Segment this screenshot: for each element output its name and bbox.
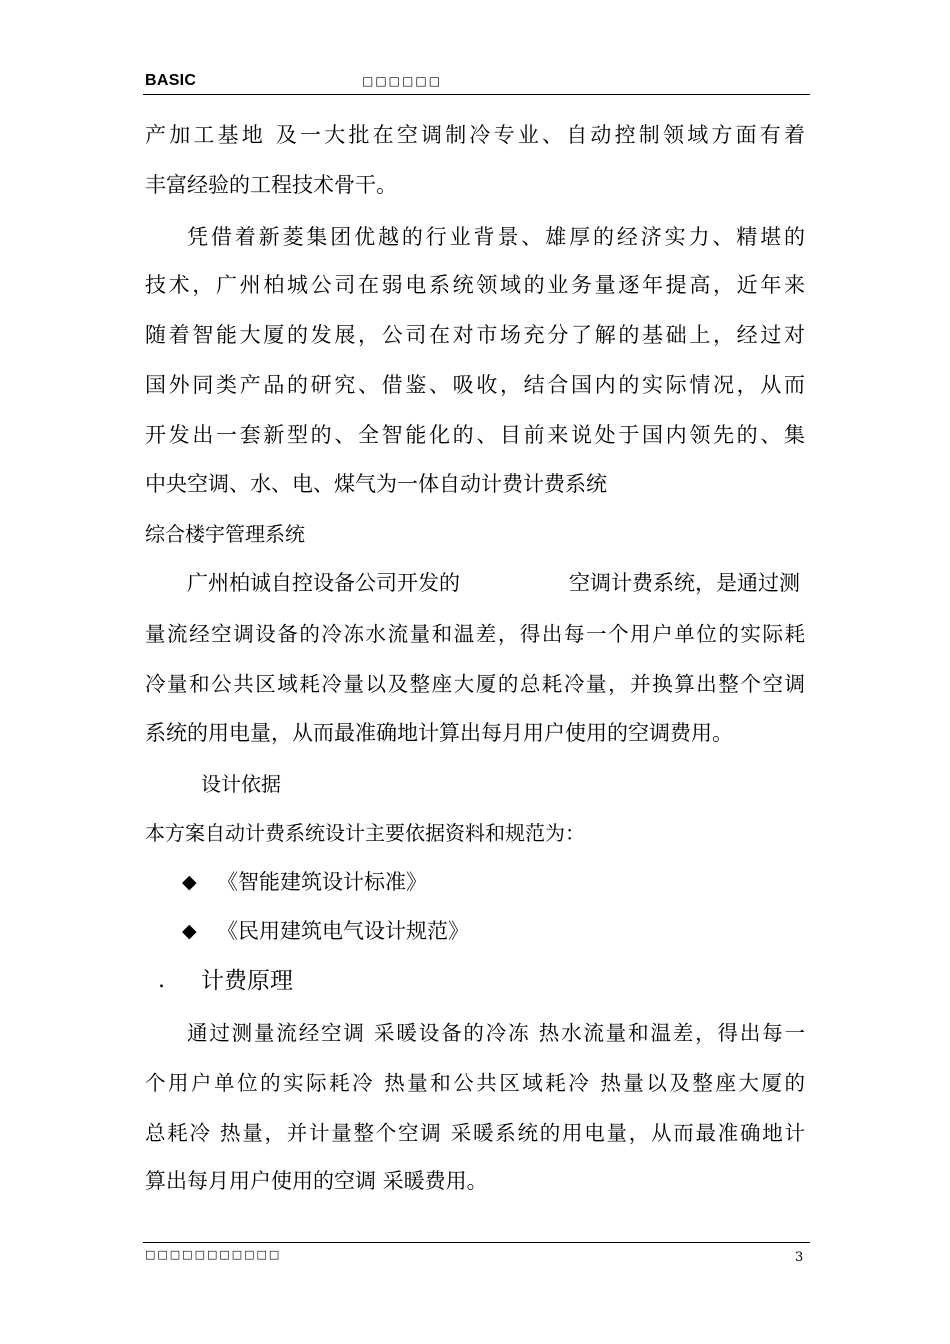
body-line: 量流经空调设备的冷冻水流量和温差，得出每一个用户单位的实际耗 (145, 622, 805, 646)
body-line: 本方案自动计费系统设计主要依据资料和规范为： (145, 821, 585, 845)
body-line: 随着智能大厦的发展，公司在对市场充分了解的基础上，经过对 (145, 323, 805, 347)
body-line: 总耗冷 热量，并计量整个空调 采暖系统的用电量，从而最准确地计 (145, 1121, 805, 1145)
subheading: 设计依据 (201, 772, 281, 796)
body-line: 个用户单位的实际耗冷 热量和公共区域耗冷 热量以及整座大厦的 (145, 1071, 805, 1095)
body-line: 冷量和公共区域耗冷量以及整座大厦的总耗冷量，并换算出整个空调 (145, 672, 805, 696)
body-line: 综合楼宇管理系统 (145, 522, 305, 546)
bullet-diamond-icon: ◆ (182, 871, 197, 893)
footer-rule (143, 1242, 810, 1243)
body-line: 中央空调、水、电、煤气为一体自动计费计费系统 (145, 472, 607, 496)
body-line: 空调计费系统，是通过测 (569, 571, 800, 595)
body-line: 国外同类产品的研究、借鉴、吸收，结合国内的实际情况，从而 (145, 373, 805, 397)
body-line: 丰富经验的工程技术骨干。 (145, 173, 397, 197)
body-line: 系统的用电量，从而最准确地计算出每月用户使用的空调费用。 (145, 721, 733, 745)
bullet-diamond-icon: ◆ (182, 920, 197, 942)
header-subtitle: □□□□□□ (362, 74, 443, 88)
section-title: 计费原理 (201, 968, 293, 994)
bullet-item: 《民用建筑电气设计规范》 (217, 919, 469, 943)
bullet-item: 《智能建筑设计标准》 (217, 870, 427, 894)
body-line: 凭借着新菱集团优越的行业背景、雄厚的经济实力、精堪的 (187, 225, 805, 249)
page-number: 3 (795, 1250, 804, 1265)
body-line: 通过测量流经空调 采暖设备的冷冻 热水流量和温差，得出每一 (187, 1021, 805, 1045)
footer-text: □□□□□□□□□□□ (145, 1248, 282, 1261)
body-line: 广州柏诚自控设备公司开发的 (187, 571, 460, 595)
body-line: 技术，广州柏城公司在弱电系统领域的业务量逐年提高，近年来 (145, 273, 805, 297)
body-line: 算出每月用户使用的空调 采暖费用。 (145, 1169, 488, 1193)
header-title: BASIC (145, 72, 197, 89)
body-line: 开发出一套新型的、全智能化的、目前来说处于国内领先的、集 (145, 423, 805, 447)
header-rule (143, 94, 810, 95)
body-line: 产加工基地 及一大批在空调制冷专业、自动控制领域方面有着 (145, 123, 805, 147)
section-number: . (158, 968, 165, 993)
